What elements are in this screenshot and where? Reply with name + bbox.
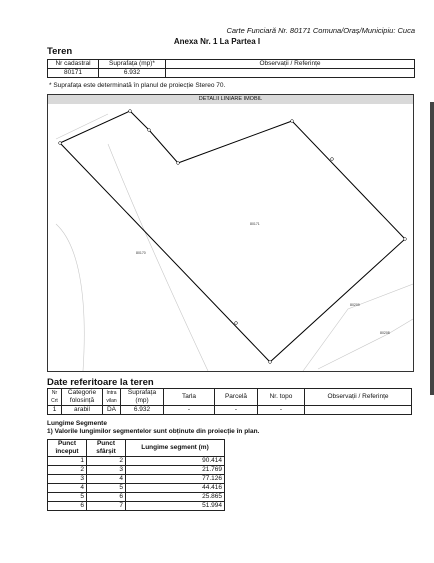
projection-note: * Suprafața este determinată în planul de proiecție Stereo 70. bbox=[49, 82, 226, 89]
table-row bbox=[48, 493, 225, 502]
table-header-row bbox=[48, 440, 225, 457]
table-cell: 6 bbox=[87, 493, 126, 502]
vertex-point bbox=[148, 129, 151, 132]
table-cell: 6 bbox=[48, 502, 87, 511]
table-cell: 2 bbox=[48, 466, 87, 475]
table-header-row bbox=[48, 60, 415, 69]
table-header-row bbox=[48, 389, 412, 406]
section-title-date-teren: Date referitoare la teren bbox=[47, 377, 154, 388]
table-cell: 1 bbox=[48, 457, 87, 466]
table-row bbox=[48, 406, 412, 415]
parcel-label: 80171 bbox=[250, 222, 260, 226]
table-cell: 2 bbox=[87, 457, 126, 466]
vertex-point bbox=[59, 142, 62, 145]
column-header: Suprafața (mp)* bbox=[99, 60, 166, 69]
table-row bbox=[48, 69, 415, 78]
table-cell: - bbox=[215, 406, 258, 415]
neighbor-label: 80208 bbox=[380, 331, 390, 335]
vertex-point bbox=[177, 162, 180, 165]
teren-table bbox=[47, 59, 415, 78]
vertex-point bbox=[235, 322, 238, 325]
date-teren-table bbox=[47, 388, 412, 415]
table-cell: 5 bbox=[87, 484, 126, 493]
table-cell: 6.932 bbox=[121, 406, 164, 415]
segments-subtitle: 1) Valorile lungimilor segmentelor sunt obținute din proiecție în plan. bbox=[47, 428, 260, 435]
column-header: Suprafața (mp) bbox=[121, 389, 164, 406]
map-header: DETALII LINIARE IMOBIL bbox=[48, 95, 413, 104]
table-row bbox=[48, 457, 225, 466]
column-header: Nr Crt bbox=[48, 389, 62, 406]
table-cell: - bbox=[164, 406, 215, 415]
table-cell: arabil bbox=[62, 406, 103, 415]
segments-title: Lungime Segmente bbox=[47, 420, 107, 427]
column-header: Observații / Referințe bbox=[166, 60, 415, 69]
vertex-point bbox=[331, 158, 334, 161]
table-cell: 3 bbox=[48, 475, 87, 484]
column-header: Punct început bbox=[48, 440, 87, 457]
vertex-point bbox=[129, 110, 132, 113]
table-cell: 7 bbox=[87, 502, 126, 511]
table-cell: DA bbox=[103, 406, 121, 415]
column-header: Observații / Referințe bbox=[305, 389, 412, 406]
column-header: Tarla bbox=[164, 389, 215, 406]
column-header: Intra vilan bbox=[103, 389, 121, 406]
annex-title: Anexa Nr. 1 La Partea I bbox=[173, 37, 261, 46]
table-cell: 1 bbox=[48, 406, 62, 415]
parcel-map bbox=[47, 94, 414, 372]
table-row bbox=[48, 475, 225, 484]
table-cell bbox=[166, 69, 415, 78]
table-cell bbox=[305, 406, 412, 415]
table-cell: 25.865 bbox=[126, 493, 225, 502]
table-row bbox=[48, 466, 225, 475]
segments-table bbox=[47, 439, 225, 511]
column-header: Nr cadastral bbox=[48, 60, 99, 69]
parcel-drawing bbox=[48, 104, 413, 371]
cadastral-reference: Carte Funciară Nr. 80171 Comuna/Oraș/Municipiu: Cuca bbox=[226, 26, 415, 35]
table-cell: 4 bbox=[87, 475, 126, 484]
table-cell: 77.126 bbox=[126, 475, 225, 484]
column-header: Nr. topo bbox=[258, 389, 305, 406]
table-cell: 21.769 bbox=[126, 466, 225, 475]
table-cell: 4 bbox=[48, 484, 87, 493]
table-cell: 90.414 bbox=[126, 457, 225, 466]
table-cell: 5 bbox=[48, 493, 87, 502]
neighbor-label: 80170 bbox=[136, 251, 146, 255]
section-title-teren: Teren bbox=[47, 46, 73, 57]
table-cell: 44.416 bbox=[126, 484, 225, 493]
table-cell: 51.994 bbox=[126, 502, 225, 511]
vertex-point bbox=[404, 238, 407, 241]
vertex-point bbox=[269, 361, 272, 364]
parcel-outline bbox=[60, 111, 405, 362]
table-row bbox=[48, 484, 225, 493]
table-cell: 6.932 bbox=[99, 69, 166, 78]
column-header: Categorie folosință bbox=[62, 389, 103, 406]
table-row bbox=[48, 502, 225, 511]
table-cell: - bbox=[258, 406, 305, 415]
table-cell: 3 bbox=[87, 466, 126, 475]
column-header: Lungime segment (m) bbox=[126, 440, 225, 457]
column-header: Punct sfârșit bbox=[87, 440, 126, 457]
page-edge-divider bbox=[430, 102, 434, 395]
neighbor-label: 80209 bbox=[350, 303, 360, 307]
table-cell: 80171 bbox=[48, 69, 99, 78]
column-header: Parcelă bbox=[215, 389, 258, 406]
vertex-point bbox=[291, 120, 294, 123]
